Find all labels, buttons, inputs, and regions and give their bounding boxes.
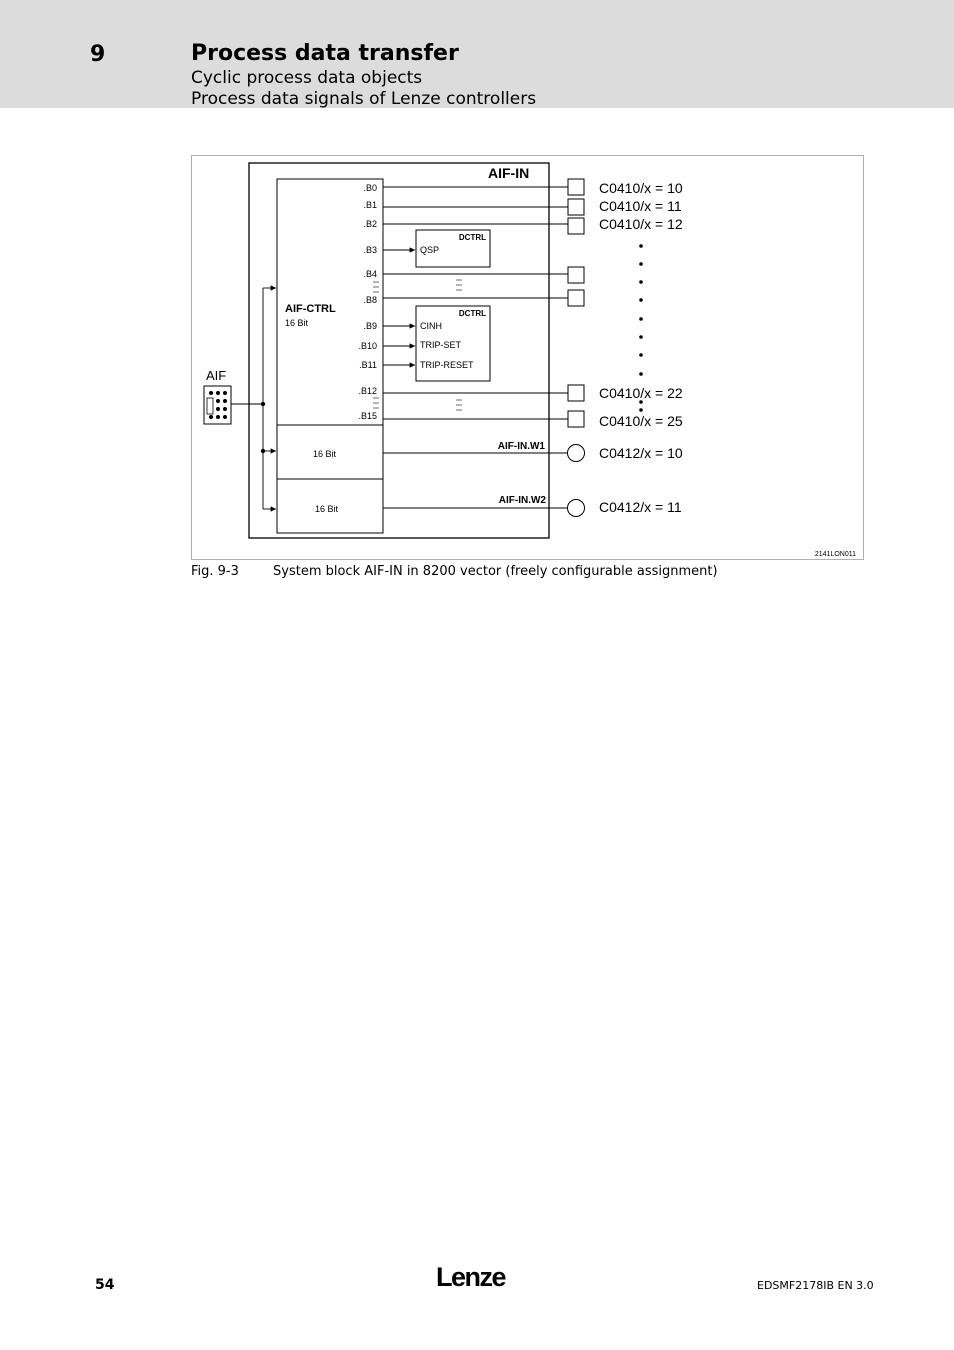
aif-connector-icon bbox=[204, 386, 231, 424]
dctrl-input-cinh: CINH bbox=[420, 321, 442, 331]
bit-ellipsis-upper bbox=[373, 279, 461, 292]
bit-ellipsis-lower bbox=[373, 397, 461, 410]
bit-label-b8: .B8 bbox=[363, 295, 377, 305]
bit-label-b1: .B1 bbox=[363, 200, 377, 210]
code-c0410-10: C0410/x = 10 bbox=[599, 180, 683, 196]
dctrl-input-trip-reset: TRIP-RESET bbox=[420, 360, 474, 370]
analog-output-circles bbox=[568, 445, 585, 517]
code-c0410-12: C0410/x = 12 bbox=[599, 216, 683, 232]
aif-in-title: AIF-IN bbox=[488, 165, 530, 181]
document-id: EDSMF2178IB EN 3.0 bbox=[757, 1279, 874, 1292]
bit-label-b9: .B9 bbox=[363, 321, 377, 331]
bit-label-b2: .B2 bbox=[363, 219, 377, 229]
chapter-number: 9 bbox=[90, 42, 106, 67]
dctrl-input-arrows bbox=[383, 250, 415, 365]
dctrl-block-trip-title: DCTRL bbox=[458, 309, 486, 318]
bit-label-b10: .B10 bbox=[358, 341, 377, 351]
aif-ctrl-bits: 16 Bit bbox=[285, 318, 309, 328]
subsection-subtitle: Process data signals of Lenze controllers bbox=[191, 89, 537, 109]
figure-caption-label: Fig. 9-3 bbox=[191, 564, 239, 579]
aif-bus-lines bbox=[231, 288, 276, 509]
figure-id: 2141LON011 bbox=[814, 551, 856, 558]
word1-bits: 16 Bit bbox=[313, 449, 337, 459]
bit-label-b12: .B12 bbox=[358, 386, 377, 396]
bit-label-b0: .B0 bbox=[363, 183, 377, 193]
aif-ctrl-label: AIF-CTRL bbox=[285, 303, 336, 315]
bit-label-b4: .B4 bbox=[363, 269, 377, 279]
page-number: 54 bbox=[95, 1277, 115, 1293]
code-c0412-10: C0412/x = 10 bbox=[599, 445, 683, 461]
word2-bits: 16 Bit bbox=[315, 504, 339, 514]
section-subtitle: Cyclic process data objects bbox=[191, 68, 423, 88]
aif-label: AIF bbox=[206, 368, 227, 383]
lenze-logo: Lenze bbox=[436, 1262, 506, 1292]
dctrl-input-trip-set: TRIP-SET bbox=[420, 340, 462, 350]
word-output-w1: AIF-IN.W1 bbox=[497, 441, 545, 452]
code-c0412-11: C0412/x = 11 bbox=[599, 499, 682, 515]
word-output-w2: AIF-IN.W2 bbox=[498, 495, 546, 506]
dctrl-block-qsp-title: DCTRL bbox=[458, 233, 486, 242]
aif-in-block bbox=[249, 163, 549, 538]
dctrl-input-qsp: QSP bbox=[420, 245, 440, 255]
bit-label-b3: .B3 bbox=[363, 245, 377, 255]
code-c0410-11: C0410/x = 11 bbox=[599, 198, 682, 214]
bit-label-b11: .B11 bbox=[359, 360, 377, 370]
chapter-title: Process data transfer bbox=[191, 41, 459, 66]
code-c0410-25: C0410/x = 25 bbox=[599, 413, 683, 429]
bit-label-b15: .B15 bbox=[358, 411, 377, 421]
digital-output-squares bbox=[568, 179, 584, 427]
code-c0410-22: C0410/x = 22 bbox=[599, 385, 683, 401]
aif-in-block-diagram bbox=[0, 0, 954, 600]
figure-caption-text: System block AIF-IN in 8200 vector (freely configurable assignment) bbox=[273, 564, 718, 579]
